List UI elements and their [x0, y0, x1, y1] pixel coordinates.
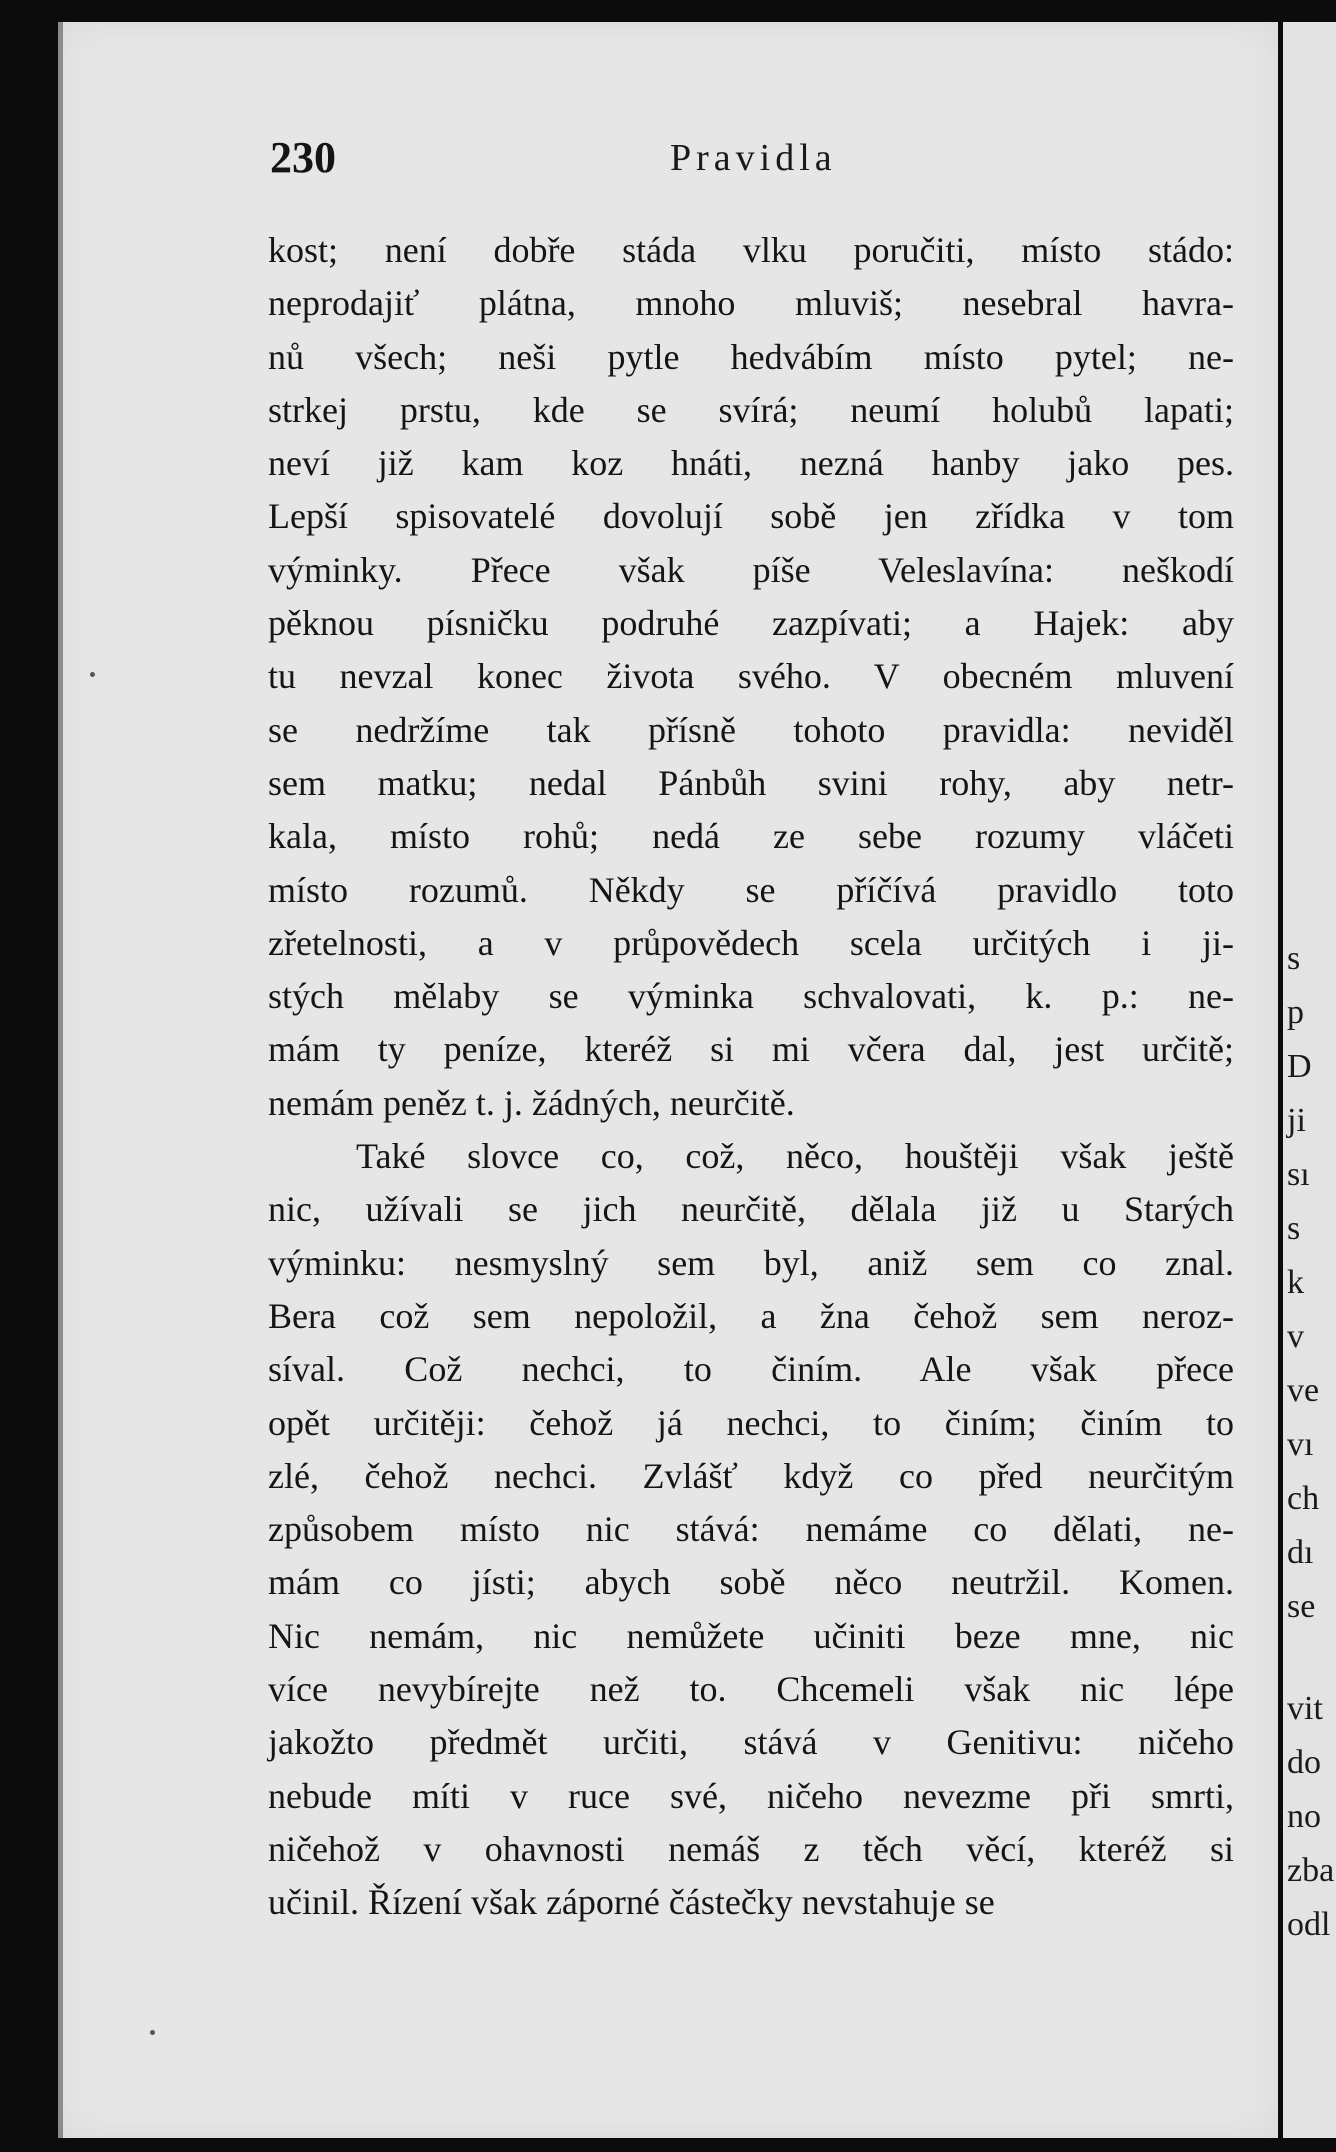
text-line: kala, místo rohů; nedá ze sebe rozumy vláčeti: [268, 816, 1234, 857]
text-line: zřetelnosti, a v průpovědech scela určitých i ji-: [268, 922, 1234, 963]
text-line: Bera což sem nepoložil, a žna čehož sem neroz-: [268, 1295, 1234, 1336]
text-line: výminky. Přece však píše Veleslavína: neškodí: [268, 549, 1234, 590]
text-line: učinil. Řízení však záporné částečky nevstahuje se: [268, 1882, 995, 1923]
text-line: opět určitěji: čehož já nechci, to činím; činím to: [268, 1402, 1234, 1443]
adjacent-page-fragment: D: [1287, 1048, 1312, 1085]
adjacent-page-fragment: k: [1287, 1264, 1304, 1301]
text-line: neví již kam koz hnáti, nezná hanby jako pes.: [268, 443, 1234, 484]
adjacent-page-fragment: zba: [1287, 1852, 1335, 1889]
text-line: způsobem místo nic stává: nemáme co dělati, ne-: [268, 1509, 1234, 1550]
adjacent-page-fragment: dı: [1287, 1534, 1314, 1571]
adjacent-page-fragment: vı: [1287, 1426, 1314, 1463]
paper-speck: [90, 672, 95, 677]
text-line: jakožto předmět určiti, stává v Genitivu: ničeho: [268, 1722, 1234, 1763]
text-line: pěknou písničku podruhé zazpívati; a Hajek: aby: [268, 603, 1234, 644]
adjacent-page-fragment: se: [1287, 1588, 1316, 1625]
text-line: síval. Což nechci, to činím. Ale však přece: [268, 1349, 1234, 1390]
body-text: [268, 224, 1234, 1930]
page-left-edge: [58, 22, 63, 2138]
text-line: nic, užívali se jich neurčitě, dělala již u Starých: [268, 1189, 1234, 1230]
text-line: zlé, čehož nechci. Zvlášť když co před neurčitým: [268, 1455, 1234, 1496]
text-line: se nedržíme tak přísně tohoto pravidla: neviděl: [268, 709, 1234, 750]
adjacent-page-fragment: no: [1287, 1798, 1321, 1835]
text-line: neprodajiť plátna, mnoho mluviš; nesebral havra-: [268, 283, 1234, 324]
adjacent-page-fragment: v: [1287, 1318, 1304, 1355]
text-line: mám ty peníze, kteréž si mi včera dal, jest určitě;: [268, 1029, 1234, 1070]
adjacent-page-fragment: sı: [1287, 1156, 1310, 1193]
text-line: ničehož v ohavnosti nemáš z těch věcí, kteréž si: [268, 1828, 1234, 1869]
text-line: tu nevzal konec života svého. V obecném mluvení: [268, 656, 1234, 697]
adjacent-page-fragment: ch: [1287, 1480, 1320, 1517]
text-line: více nevybírejte než to. Chcemeli však nic lépe: [268, 1669, 1234, 1710]
text-line: mám co jísti; abych sobě něco neutržil. Komen.: [268, 1562, 1234, 1603]
adjacent-page-fragment: p: [1287, 994, 1304, 1031]
adjacent-page-fragment: s: [1287, 1210, 1301, 1247]
running-head: [270, 132, 1230, 192]
text-line: nebude míti v ruce své, ničeho nevezme při smrti,: [268, 1775, 1234, 1816]
adjacent-page-edge: [1283, 22, 1336, 2138]
text-line: nemám peněz t. j. žádných, neurčitě.: [268, 1082, 795, 1123]
adjacent-page-fragment: vit: [1287, 1690, 1323, 1727]
text-line: Nic nemám, nic nemůžete učiniti beze mne, nic: [268, 1615, 1234, 1656]
paper-speck: [150, 2030, 155, 2035]
text-line: strkej prstu, kde se svírá; neumí holubů lapati;: [268, 389, 1234, 430]
text-line: kost; není dobře stáda vlku poručiti, místo stádo:: [268, 230, 1234, 270]
text-line: Lepší spisovatelé dovolují sobě jen zřídka v tom: [268, 496, 1234, 537]
adjacent-page-fragment: ve: [1287, 1372, 1320, 1409]
text-line: Také slovce co, což, něco, houštěji však ještě: [356, 1136, 1234, 1177]
text-line: sem matku; nedal Pánbůh svini rohy, aby netr-: [268, 762, 1234, 803]
adjacent-page-fragment: ji: [1287, 1102, 1306, 1139]
adjacent-page-fragment: s: [1287, 940, 1301, 977]
text-line: místo rozumů. Někdy se příčívá pravidlo toto: [268, 869, 1234, 910]
page-number: 230: [270, 133, 336, 182]
text-line: výminku: nesmyslný sem byl, aniž sem co znal.: [268, 1242, 1234, 1283]
adjacent-page-fragment: odl: [1287, 1906, 1331, 1943]
text-line: stých mělaby se výminka schvalovati, k. p.: ne-: [268, 976, 1234, 1017]
adjacent-page-fragment: do: [1287, 1744, 1321, 1781]
running-head-title: Pravidla: [670, 137, 837, 179]
text-line: nů všech; neši pytle hedvábím místo pytel; ne-: [268, 336, 1234, 377]
